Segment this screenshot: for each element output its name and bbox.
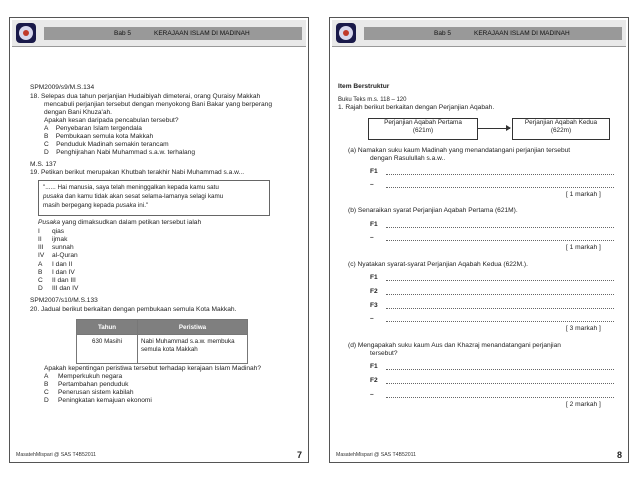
q18-option-d: D Penghijrahan Nabi Muhammad s.a.w. terhalang <box>44 149 196 156</box>
answer-line[interactable] <box>386 308 614 309</box>
q20-table <box>76 319 248 364</box>
q19-reference: M.S. 137 <box>30 161 57 168</box>
q18-stem-line: dengan Bani Khuza'ah. <box>44 109 112 116</box>
question-d-cont: tersebut? <box>370 350 398 357</box>
school-logo-icon <box>336 23 356 43</box>
diagram-box-second-aqabah: Perjanjian Aqabah Kedua (622m) <box>512 118 610 140</box>
answer-label: F1 <box>370 168 378 175</box>
answer-line[interactable] <box>386 369 614 370</box>
answer-label: F2 <box>370 288 378 295</box>
page-number: 7 <box>296 450 302 460</box>
q20-stem: 20. Jadual berikut berkaitan dengan pembukaan semula Kota Makkah. <box>30 306 237 313</box>
answer-line[interactable] <box>386 187 614 188</box>
q20-option-a: A Memperkukuh negara <box>44 373 123 380</box>
q20-option-d: D Peningkatan kemajuan ekonomi <box>44 397 152 404</box>
answer-line[interactable] <box>386 383 614 384</box>
q19-item: I qias <box>38 228 65 235</box>
q19-stem: 19. Petikan berikut merupakan Khutbah terakhir Nabi Muhammad s.a.w... <box>30 169 245 176</box>
answer-line[interactable] <box>386 397 614 398</box>
footer-author: MasatehMispari @ SAS T4B52011 <box>336 452 417 458</box>
q18-reference: SPM2009/s9/M.S.134 <box>30 84 95 91</box>
marks-label: [ 1 markah ] <box>566 244 601 251</box>
table-cell-event: Nabi Muhammad s.a.w. membuka semula kota Makkah <box>138 335 248 364</box>
school-logo-icon <box>16 23 36 43</box>
table-header-event: Peristiwa <box>138 320 248 335</box>
question-c: (c) Nyatakan syarat-syarat Perjanjian Aqabah Kedua (622M.). <box>348 261 528 268</box>
question-d: (d) Mengapakah suku kaum Aus dan Khazraj menandatangani perjanjian <box>348 342 561 349</box>
chapter-number: Bab 5 <box>114 30 131 37</box>
diagram-box-first-aqabah: Perjanjian Aqabah Pertama (621m) <box>368 118 478 140</box>
q19-item: III sunnah <box>38 244 74 251</box>
q19-question: Pusaka yang dimaksudkan dalam petikan tersebut ialah <box>38 219 202 226</box>
q18-stem-line: mencabuli perjanjian tersebut dengan menyokong Bani Bakar yang berperang <box>44 101 273 108</box>
chapter-number: Bab 5 <box>434 30 451 37</box>
page-header <box>12 20 306 47</box>
answer-label: – <box>370 234 374 241</box>
header-band <box>44 27 302 40</box>
answer-line[interactable] <box>386 280 614 281</box>
q20-option-c: C Penerusan sistem kabilah <box>44 389 134 396</box>
q18-stem-line: 18. Selepas dua tahun perjanjian Hudaibiyah dimeterai, orang Quraisy Makkah <box>30 93 261 100</box>
answer-label: F2 <box>370 377 378 384</box>
diagram-arrow <box>478 128 510 129</box>
answer-label: F1 <box>370 363 378 370</box>
answer-line[interactable] <box>386 240 614 241</box>
page-number: 8 <box>616 450 622 460</box>
marks-label: [ 2 markah ] <box>566 401 601 408</box>
answer-label: – <box>370 391 374 398</box>
quote-box <box>38 180 270 216</box>
table-header-year: Tahun <box>77 320 138 335</box>
q18-option-b: B Pembukaan semula kota Makkah <box>44 133 154 140</box>
q20-option-b: B Pertambahan penduduk <box>44 381 129 388</box>
page-7 <box>9 17 309 463</box>
answer-line[interactable] <box>386 227 614 228</box>
answer-line[interactable] <box>386 174 614 175</box>
q19-option-a: A I dan II <box>38 261 73 268</box>
textbook-reference: Buku Teks m.s. 118 – 120 <box>338 97 407 103</box>
answer-label: – <box>370 181 374 188</box>
table-row <box>77 335 248 364</box>
quote-line: "...... Hai manusia, saya telah meninggalkan kepada kamu satu <box>43 184 219 191</box>
q20-reference: SPM2007/s10/M.S.133 <box>30 297 98 304</box>
question-b: (b) Senaraikan syarat Perjanjian Aqabah Pertama (621M). <box>348 207 518 214</box>
answer-line[interactable] <box>386 321 614 322</box>
quote-line: pusaka dan kamu tidak akan sesat selama-lamanya selagi kamu <box>43 193 224 200</box>
header-band <box>364 27 622 40</box>
q20-question: Apakah kepentingan peristiwa tersebut terhadap kerajaan Islam Madinah? <box>44 365 261 372</box>
q18-option-c: C Penduduk Madinah semakin terancam <box>44 141 169 148</box>
page-header <box>332 20 626 47</box>
question-a: (a) Namakan suku kaum Madinah yang menandatangani perjanjian tersebut <box>348 147 571 154</box>
section-title: Item Berstruktur <box>338 83 390 90</box>
marks-label: [ 1 markah ] <box>566 191 601 198</box>
quote-line: masih berpegang kepada pusaka ini." <box>43 202 149 209</box>
chapter-title: KERAJAAN ISLAM DI MADINAH <box>474 30 570 37</box>
marks-label: [ 3 markah ] <box>566 325 601 332</box>
answer-label: F1 <box>370 221 378 228</box>
table-cell-year: 630 Masihi <box>77 335 138 364</box>
q19-item: IV al-Quran <box>38 252 78 259</box>
answer-label: F1 <box>370 274 378 281</box>
q18-option-a: A Penyebaran Islam tergendala <box>44 125 142 132</box>
question-a-cont: dengan Rasulullah s.a.w.. <box>370 155 446 162</box>
q19-option-b: B I dan IV <box>38 269 75 276</box>
q18-stem-line: Apakah kesan daripada pencabulan tersebut? <box>44 117 179 124</box>
answer-label: – <box>370 315 374 322</box>
q19-option-d: D III dan IV <box>38 285 79 292</box>
q19-item: II ijmak <box>38 236 68 243</box>
q19-option-c: C II dan III <box>38 277 76 284</box>
page-8 <box>329 17 629 463</box>
footer-author: MasatehMispari @ SAS T4B52011 <box>16 452 97 458</box>
answer-line[interactable] <box>386 294 614 295</box>
answer-label: F3 <box>370 302 378 309</box>
question-1-stem: 1. Rajah berikut berkaitan dengan Perjanjian Aqabah. <box>338 104 495 111</box>
chapter-title: KERAJAAN ISLAM DI MADINAH <box>154 30 250 37</box>
